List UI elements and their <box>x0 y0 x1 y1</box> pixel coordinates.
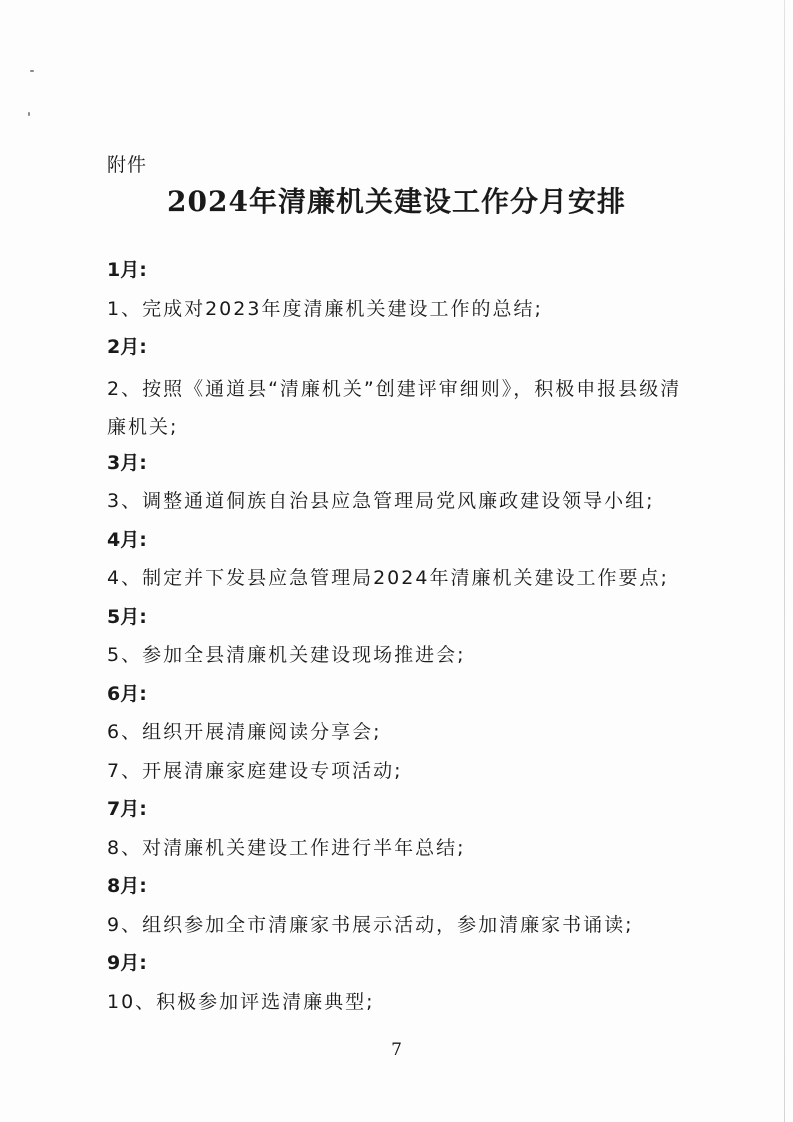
month-heading: 4月: <box>107 528 147 551</box>
month-heading: 8月: <box>107 875 147 897</box>
schedule-task: 5、参加全县清廉机关建设现场推进会; <box>107 644 466 666</box>
schedule-task: 8、对清廉机关建设工作进行半年总结; <box>107 836 466 859</box>
monthly-schedule <box>107 254 707 1024</box>
month-heading: 1月: <box>107 259 147 281</box>
month-heading: 5月: <box>107 605 147 628</box>
month-heading: 3月: <box>107 451 147 474</box>
scan-edge-line <box>784 0 785 1122</box>
page-number: 7 <box>391 1040 402 1060</box>
month-heading: 2月: <box>107 336 147 358</box>
schedule-task: 9、组织参加全市清廉家书展示活动，参加清廉家书诵读; <box>107 913 634 936</box>
scan-speck <box>30 70 34 72</box>
month-heading: 6月: <box>107 682 147 705</box>
schedule-task: 3、调整通道侗族自治县应急管理局党风廉政建设领导小组; <box>107 490 655 512</box>
month-heading: 7月: <box>107 798 147 820</box>
month-heading: 9月: <box>107 952 147 974</box>
attachment-label: 附件 <box>107 154 148 176</box>
schedule-task: 1、完成对2023年度清廉机关建设工作的总结; <box>107 297 543 320</box>
schedule-task: 10、积极参加评选清廉典型; <box>107 990 375 1013</box>
schedule-task: 4、制定并下发县应急管理局2024年清廉机关建设工作要点; <box>107 567 669 589</box>
schedule-task: 2、按照《通道县“清廉机关”创建评审细则》，积极申报县级清廉机关; <box>107 377 682 438</box>
scan-speck <box>28 112 30 116</box>
schedule-task: 7、开展清廉家庭建设专项活动; <box>107 759 403 782</box>
schedule-task: 6、组织开展清廉阅读分享会; <box>107 721 382 743</box>
document-title: 2024年清廉机关建设工作分月安排 <box>167 185 626 218</box>
